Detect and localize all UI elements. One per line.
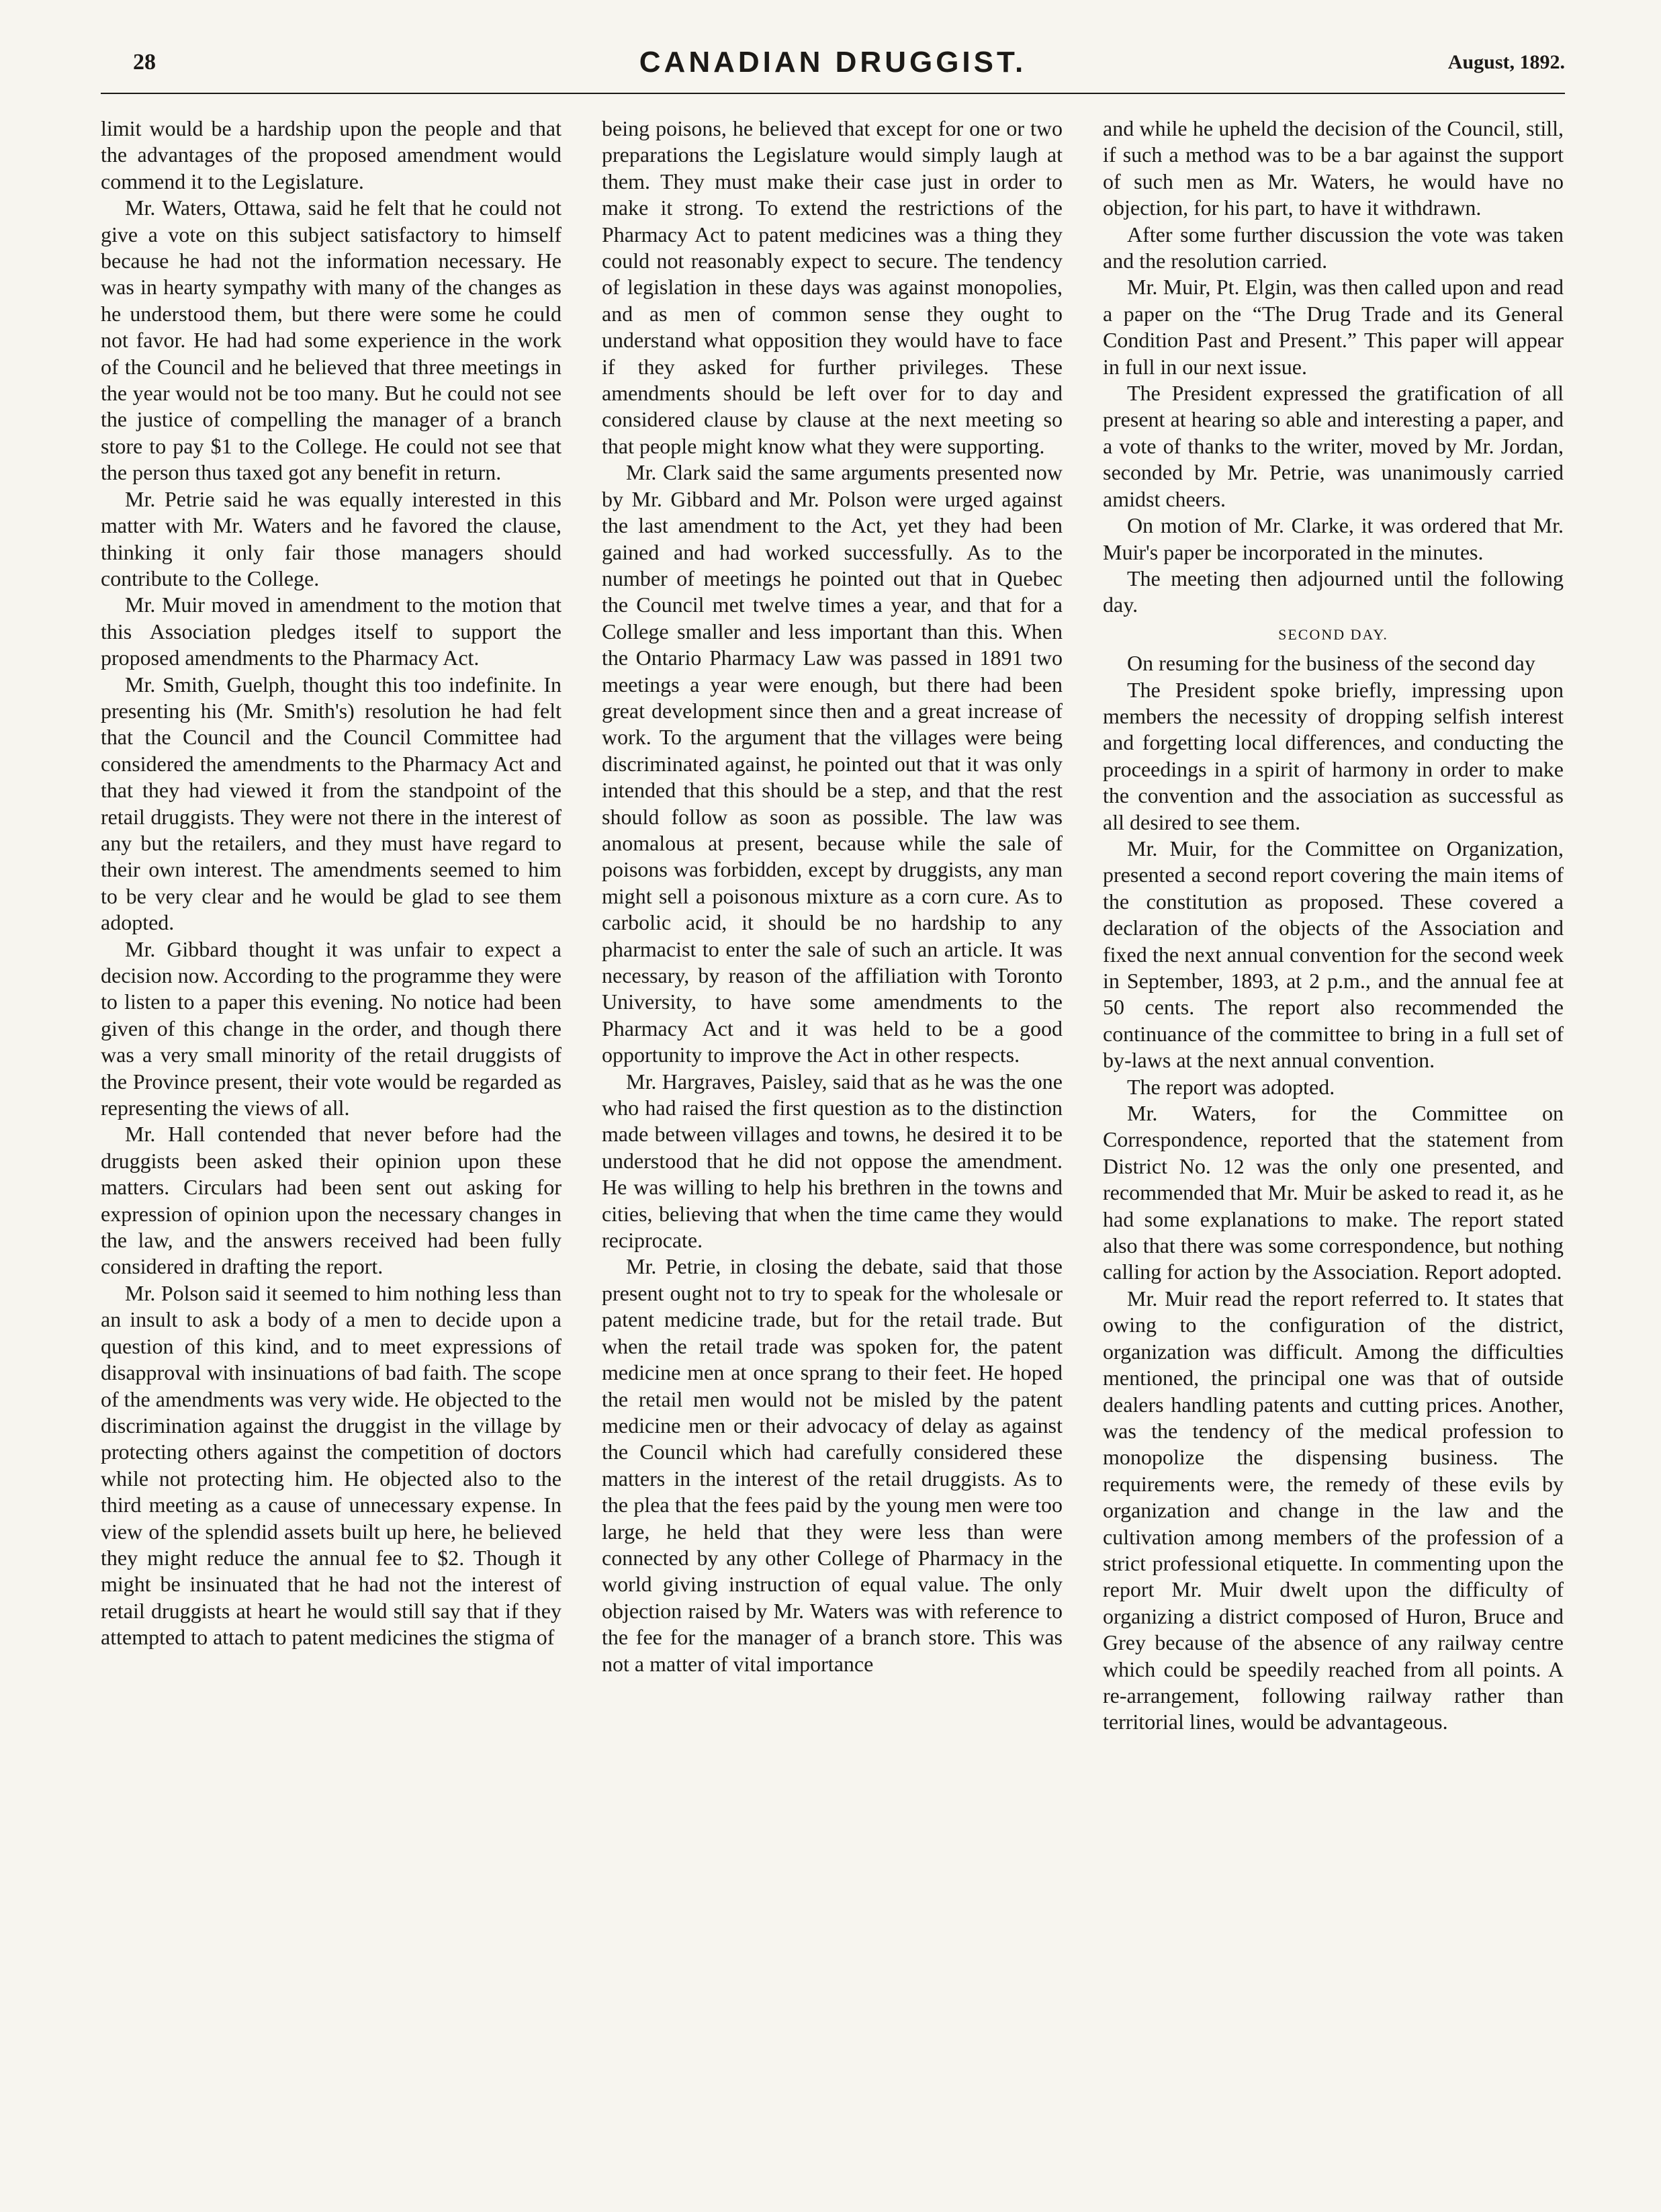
paragraph: After some further discussion the vote was taken and the resolution carried. (1103, 222, 1564, 273)
paragraph: limit would be a hardship upon the people and that the advantages of the proposed amendment would commend it to the Legislature. (101, 116, 562, 193)
paragraph: The President spoke briefly, impressing upon members the necessity of dropping selfish interest and forgetting local differences, and conducting the proceedings in a spirit of harmony in order to make the convention and the association as successful as all desired to see them. (1103, 677, 1564, 834)
paragraph: The report was adopted. (1127, 1074, 1335, 1099)
masthead-title: CANADIAN DRUGGIST. (639, 46, 1027, 79)
paragraph: Mr. Hall contended that never before had the druggists been asked their opinion upon these matters. Circulars had been sent out asking for expression of opinion upon the necessary changes in the law, and the answers received had been fully considered in drafting the report. (101, 1122, 562, 1279)
column-3 (1103, 116, 1564, 1736)
paragraph: Mr. Muir, for the Committee on Organization, presented a second report covering the main items of the constitution as proposed. These covered a declaration of the objects of the Association and fixed the next annual convention for the second week in September, 1893, at 2 p.m., and the annual fee at 50 cents. The report also recommended the continuance of the committee to bring in a full set of by-laws at the next annual convention. (1103, 836, 1564, 1073)
newspaper-page (101, 40, 1565, 2190)
column-1 (101, 116, 562, 1736)
paragraph: Mr. Hargraves, Paisley, said that as he was the one who had raised the first question as to the distinction made between villages and towns, he desired it to be understood that he did not oppose the amendment. He was willing to help his brethren in the towns and cities, believing that when the time came they would reciprocate. (602, 1069, 1063, 1253)
paragraph: Mr. Muir moved in amendment to the motion that this Association pledges itself to support the proposed amendments to the Pharmacy Act. (101, 592, 562, 670)
section-heading: SECOND DAY. (1278, 625, 1388, 643)
paragraph: Mr. Waters, for the Committee on Correspondence, reported that the statement from District No. 12 was the only one presented, and recommended that Mr. Muir be asked to read it, as he had some explanations to make. The report stated also that there was some correspondence, but nothing calling for action by the Association. Report adopted. (1103, 1101, 1564, 1284)
paragraph: Mr. Muir read the report referred to. It states that owing to the configuration of the district, organization was difficult. Among the difficulties mentioned, the principal one was that of outside dealers handling patents and cutting prices. Another, was the tendency of the medical profession to monopolize the dispensing business. The requirements were, the remedy of these evils by organization and change in the law and the cultivation among members of the profession of a strict professional etiquette. In commenting upon the report Mr. Muir dwelt upon the difficulty of organizing a district composed of Huron, Bruce and Grey because of the absence of any railway centre which could be speedily reached from all points. A re-arrangement, following railway rather than territorial lines, would be advantageous. (1103, 1286, 1564, 1734)
paragraph: On motion of Mr. Clarke, it was ordered that Mr. Muir's paper be incorporated in the minutes. (1103, 513, 1564, 564)
paragraph: On resuming for the business of the second day (1127, 651, 1535, 676)
page-header (101, 40, 1565, 94)
paragraph: Mr. Clark said the same arguments presented now by Mr. Gibbard and Mr. Polson were urged against the last amendment to the Act, yet they had been gained and had worked successfully. As to the number of meetings he pointed out that in Quebec the Council met twelve times a year, and that for a College smaller and less important than this. When the Ontario Pharmacy Law was passed in 1891 two meetings a year were enough, but there had been great development since then and a great increase of work. To the argument that the villages were being discriminated against, he pointed out that it was only intended that this should be a step, and that the rest should follow as soon as possible. The law was anomalous at present, because while the sale of poisons was forbidden, except by druggists, any man might sell a poisonous mixture as a corn cure. As to carbolic acid, it should be no hardship to any pharmacist to enter the sale of such an article. It was necessary, by reason of the affiliation with Toronto University, to have some amendments to the Pharmacy Act and it was held to be a good opportunity to improve the Act in other respects. (602, 460, 1063, 1067)
paragraph: Mr. Petrie said he was equally interested in this matter with Mr. Waters and he favored the clause, thinking it only fair those managers should contribute to the College. (101, 486, 562, 590)
paragraph: being poisons, he believed that except for one or two preparations the Legislature would simply laugh at them. They must make their case just in order to make it strong. To extend the restrictions of the Pharmacy Act to patent medicines was a thing they could not reasonably expect to secure. The tendency of legislation in these days was against monopolies, and as men of common sense they ought to understand what opposition they would have to face if they asked for further privileges. These amendments should be left over for to day and considered clause by clause at the next meeting so that people might know what they were supporting. (602, 116, 1063, 458)
paragraph: Mr. Smith, Guelph, thought this too indefinite. In presenting his (Mr. Smith's) resolution he had felt that the Council and the Council Committee had considered the amendments to the Pharmacy Act and that they had viewed it from the standpoint of the retail druggists. They were not there in the interest of any but the retailers, and they must have regard to their own interest. The amendments seemed to him to be very clear and he would be glad to see them adopted. (101, 672, 562, 935)
header-rule (101, 93, 1565, 94)
paragraph: The meeting then adjourned until the following day. (1103, 566, 1564, 617)
paragraph: Mr. Muir, Pt. Elgin, was then called upon and read a paper on the “The Drug Trade and its General Condition Past and Present.” This paper will appear in full in our next issue. (1103, 275, 1564, 379)
column-2 (602, 116, 1063, 1736)
article-columns (101, 116, 1565, 1736)
page-number: 28 (133, 50, 156, 75)
paragraph: Mr. Gibbard thought it was unfair to expect a decision now. According to the programme they were to listen to a paper this evening. No notice had been given of this change in the order, and though there was a very small minority of the retail druggists of the Province present, their vote would be regarded as representing the views of all. (101, 936, 562, 1120)
paragraph: and while he upheld the decision of the Council, still, if such a method was to be a bar against the support of such men as Mr. Waters, he would have no objection, for his part, to have it withdrawn. (1103, 116, 1564, 220)
paragraph: Mr. Waters, Ottawa, said he felt that he could not give a vote on this subject satisfactory to himself because he had not the information necessary. He was in hearty sympathy with many of the changes as he understood them, but there were some he could not favor. He had had some experience in the work of the Council and he believed that three meetings in the year would not be too many. But he could not see the justice of compelling the manager of a branch store to pay $1 to the College. He could not see that the person thus taxed got any benefit in return. (101, 195, 562, 485)
paragraph: Mr. Petrie, in closing the debate, said that those present ought not to try to speak for the wholesale or patent medicine trade, but for the retail trade. But when the retail trade was spoken for, the patent medicine men at once sprang to their feet. He hoped the retail men would not be misled by the patent medicine men or their advocacy of delay as against the Council which had carefully considered these matters in the interest of the retail druggists. As to the plea that the fees paid by the young men were too large, he held that they were less than were connected by any other College of Pharmacy in the world giving instruction of equal value. The only objection raised by Mr. Waters was with reference to the fee for the manager of a branch store. This was not a matter of vital importance (602, 1254, 1063, 1676)
paragraph: Mr. Polson said it seemed to him nothing less than an insult to ask a body of a men to decide upon a question of this kind, and to meet expressions of disapproval with insinuations of bad faith. The scope of the amendments was very wide. He objected to the discrimination against the druggist in the village by protecting others against the competition of doctors while not protecting him. He objected also to the third meeting as a cause of unnecessary expense. In view of the splendid assets built up here, he believed they might reduce the annual fee to $2. Though it might be insinuated that he had not the interest of retail druggists at heart he would still say that if they attempted to attach to patent medicines the stigma of (101, 1280, 562, 1650)
paragraph: The President expressed the gratification of all present at hearing so able and interesting a paper, and a vote of thanks to the writer, moved by Mr. Jordan, seconded by Mr. Petrie, was unanimously carried amidst cheers. (1103, 381, 1564, 511)
issue-date: August, 1892. (1447, 51, 1565, 73)
